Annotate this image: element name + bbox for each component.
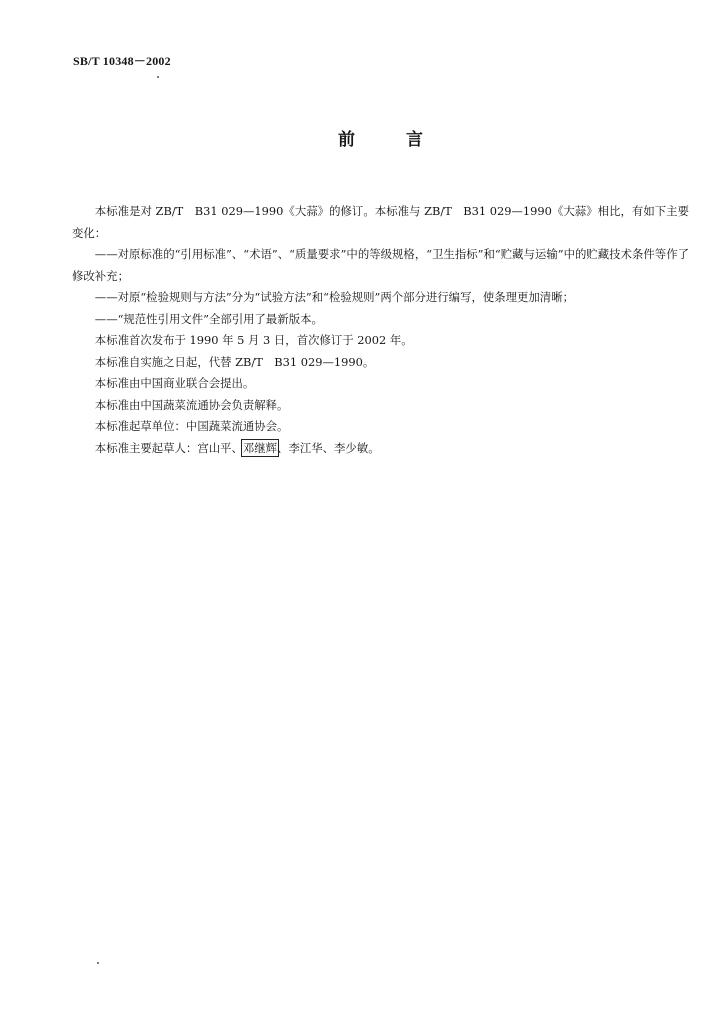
paragraph-revision-intro: 本标准是对 ZB/T B31 029—1990《大蒜》的修订。本标准与 ZB/T B31 029—1990《大蒜》相比，有如下主要变化： [72, 204, 689, 240]
paragraph-change-inspection: ——对原“检验规则与方法”分为“试验方法”和“检验规则”两个部分进行编写，使条理更加清晰； [94, 290, 574, 304]
paragraph-replacement: 本标准自实施之日起，代替 ZB/T B31 029—1990。 [94, 354, 375, 369]
drafters-suffix: 、李江华、李少敏。 [277, 440, 380, 455]
paragraph-change-references: ——“规范性引用文件”全部引用了最新版本。 [94, 311, 323, 326]
foreword-body [72, 201, 689, 459]
scan-speck [97, 962, 99, 964]
paragraph-publication-history: 本标准首次发布于 1990 年 5 月 3 日，首次修订于 2002 年。 [94, 333, 413, 347]
paragraph-proposer: 本标准由中国商业联合会提出。 [94, 376, 255, 390]
paragraph-drafters [72, 438, 689, 460]
standard-code-header: SB/T 10348－2002 [73, 54, 171, 68]
paragraph-drafting-unit: 本标准起草单位：中国蔬菜流通协会。 [94, 419, 289, 433]
paragraph-interpreter: 本标准由中国蔬菜流通协会负责解释。 [94, 397, 289, 412]
drafter-name-boxed: 邓继辉 [242, 440, 278, 455]
scan-speck [157, 76, 159, 78]
paragraph-change-terms: ——对原标准的“引用标准”、“术语”、“质量要求”中的等级规格，“卫生指标”和“贮藏与运输”中的贮藏技术条件等作了修改补充； [72, 247, 689, 283]
page-title: 前 言 [338, 130, 423, 150]
drafters-prefix: 本标准主要起草人：宫山平、 [94, 440, 243, 455]
